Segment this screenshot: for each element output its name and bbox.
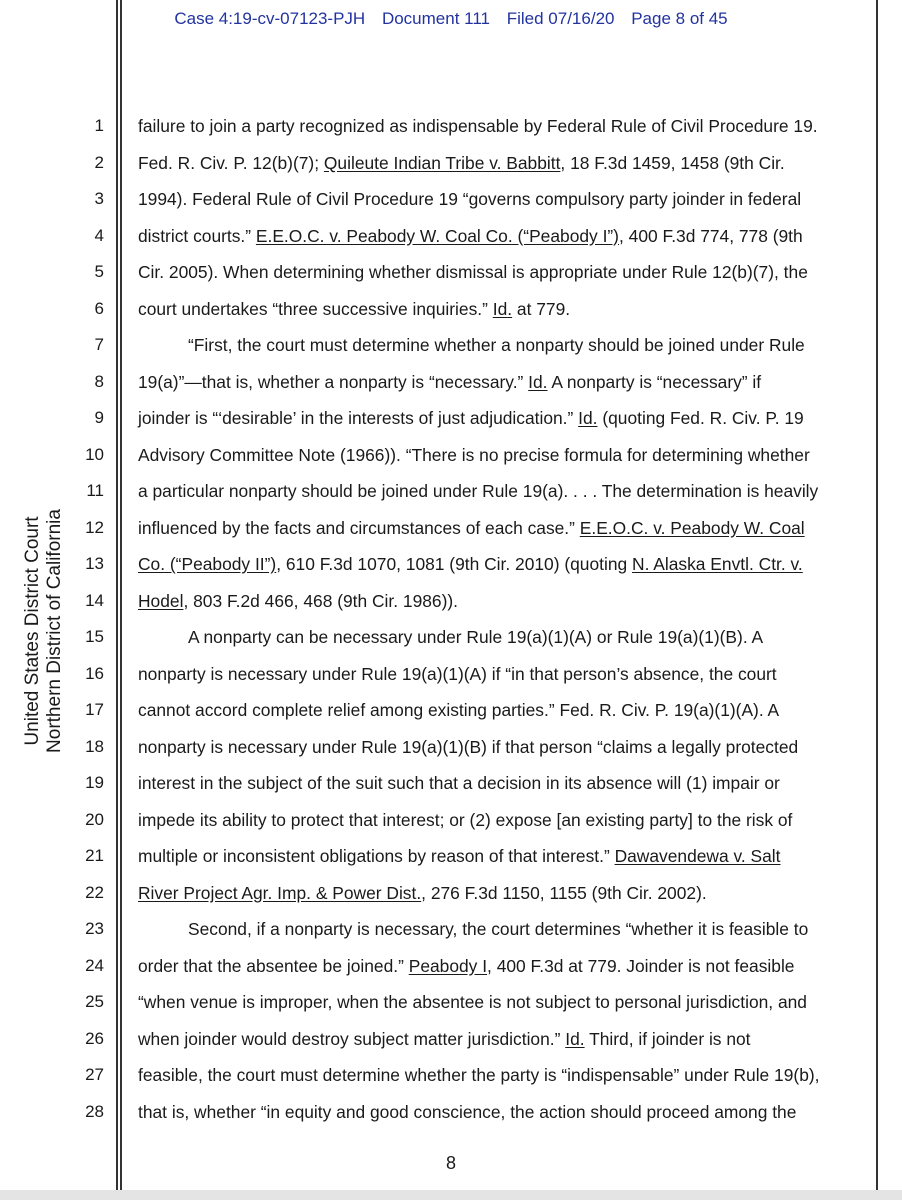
- citation: Dawavendewa v. Salt: [614, 846, 781, 866]
- text-line: [138, 481, 818, 501]
- line-number: 7: [94, 335, 104, 354]
- line-number: 3: [94, 189, 104, 208]
- text-segment: “First, the court must determine whether a nonparty should be joined under Rule: [188, 335, 805, 355]
- line-number: 15: [85, 627, 104, 646]
- text-line: [188, 335, 805, 355]
- line-number: 28: [85, 1101, 104, 1121]
- bottom-bar: [0, 1190, 902, 1200]
- text-segment: , 610 F.3d 1070, 1081 (9th Cir. 2010) (quoting: [276, 554, 633, 574]
- text-segment: , 18 F.3d 1459, 1458 (9th Cir.: [560, 152, 785, 173]
- line-number: 11: [86, 481, 104, 500]
- document-number: Document 111: [381, 9, 490, 28]
- text-segment: a particular nonparty should be joined under Rule 19(a). . . . The determination is heavily: [138, 481, 819, 501]
- text-segment: impede its ability to protect that interest; or (2) expose [an existing party] to the risk of: [138, 809, 793, 830]
- line-number: 4: [94, 225, 104, 245]
- text-line: [138, 1029, 751, 1049]
- line-number: 22: [85, 882, 104, 902]
- text-segment: (quoting Fed. R. Civ. P. 19: [597, 408, 804, 428]
- case-header: [0, 9, 902, 29]
- citation: Quileute Indian Tribe v. Babbitt: [323, 152, 561, 173]
- citation: E.E.O.C. v. Peabody W. Coal Co. (“Peabody I”): [255, 225, 619, 246]
- line-number: 5: [94, 262, 104, 281]
- text-segment: Third, if joinder is not: [584, 1028, 751, 1049]
- text-segment: A nonparty is “necessary” if: [547, 371, 762, 392]
- citation: Id.: [528, 371, 548, 392]
- margin-rule-right: [876, 0, 878, 1190]
- line-number: 20: [85, 809, 104, 829]
- text-line: [138, 408, 804, 428]
- line-number: 16: [85, 663, 104, 683]
- text-line: [138, 700, 779, 720]
- text-line: [138, 262, 808, 282]
- text-line: [138, 445, 810, 465]
- court-name: United States District Court: [22, 516, 43, 746]
- line-number: 2: [94, 152, 104, 172]
- text-segment: order that the absentee be joined.”: [138, 955, 409, 976]
- line-number: 6: [94, 298, 104, 318]
- text-segment: 19(a)”—that is, whether a nonparty is “necessary.”: [138, 371, 529, 392]
- text-segment: Fed. R. Civ. P. 12(b)(7);: [138, 152, 324, 173]
- line-number: 10: [85, 444, 104, 464]
- line-number: 19: [85, 773, 104, 792]
- line-number: 23: [85, 919, 104, 938]
- text-line: [138, 189, 801, 209]
- citation: Peabody I: [408, 955, 488, 976]
- text-segment: , 400 F.3d at 779. Joinder is not feasible: [487, 955, 795, 976]
- text-line: [138, 116, 818, 136]
- citation: Id.: [565, 1028, 585, 1049]
- page-indicator: Page 8 of 45: [631, 9, 728, 28]
- text-line: [138, 1102, 796, 1122]
- text-line: [188, 919, 808, 939]
- text-segment: when joinder would destroy subject matter jurisdiction.”: [138, 1028, 566, 1049]
- citation: Id.: [492, 298, 513, 319]
- text-segment: interest in the subject of the suit such that a decision in its absence will (1) impair or: [138, 773, 780, 793]
- text-line: [138, 591, 458, 611]
- margin-rule-left-inner: [120, 0, 122, 1190]
- text-line: [188, 627, 763, 647]
- line-number: 1: [94, 116, 104, 135]
- text-segment: multiple or inconsistent obligations by reason of that interest.”: [138, 846, 615, 866]
- text-line: [138, 226, 803, 246]
- text-segment: nonparty is necessary under Rule 19(a)(1)(B) if that person “claims a legally protected: [138, 736, 799, 757]
- line-number: 27: [85, 1065, 104, 1084]
- line-number: 21: [85, 846, 104, 865]
- text-segment: failure to join a party recognized as indispensable by Federal Rule of Civil Procedure 19.: [138, 116, 818, 136]
- line-number: 8: [94, 371, 104, 391]
- text-segment: Cir. 2005). When determining whether dismissal is appropriate under Rule 12(b)(7), the: [138, 262, 808, 282]
- text-segment: district courts.”: [138, 225, 256, 246]
- text-line: [138, 883, 707, 903]
- text-line: [138, 773, 780, 793]
- line-number: 25: [85, 992, 104, 1011]
- text-segment: , 400 F.3d 774, 778 (9th: [618, 225, 803, 246]
- text-segment: Advisory Committee Note (1966)). “There is no precise formula for determining whether: [138, 444, 810, 465]
- citation: N. Alaska Envtl. Ctr. v.: [632, 554, 803, 574]
- line-number: 12: [85, 517, 104, 537]
- margin-rule-left-outer: [116, 0, 118, 1190]
- text-line: [138, 518, 805, 538]
- text-line: [138, 153, 785, 173]
- citation: Co. (“Peabody II”): [138, 554, 277, 574]
- line-number: 13: [85, 554, 104, 573]
- citation: River Project Agr. Imp. & Power Dist.: [138, 882, 422, 903]
- court-district: Northern District of California: [44, 509, 65, 753]
- text-line: [138, 664, 777, 684]
- text-segment: , 276 F.3d 1150, 1155 (9th Cir. 2002).: [421, 882, 707, 903]
- citation: Id.: [578, 408, 598, 428]
- line-number: 17: [85, 700, 104, 719]
- text-segment: , 803 F.2d 466, 468 (9th Cir. 1986)).: [183, 590, 459, 611]
- text-segment: “when venue is improper, when the absentee is not subject to personal jurisdiction, and: [138, 992, 807, 1012]
- text-segment: court undertakes “three successive inquiries.”: [138, 298, 493, 319]
- citation: E.E.O.C. v. Peabody W. Coal: [579, 517, 805, 538]
- line-number: 18: [85, 736, 104, 756]
- line-number: 24: [85, 955, 104, 975]
- text-line: [138, 372, 761, 392]
- citation: Hodel: [138, 590, 184, 611]
- line-number: 9: [94, 408, 104, 427]
- text-line: [138, 554, 803, 574]
- text-line: [138, 956, 794, 976]
- case-number: Case 4:19-cv-07123-PJH: [174, 9, 366, 28]
- text-segment: 1994). Federal Rule of Civil Procedure 19 “governs compulsory party joinder in federal: [138, 189, 802, 209]
- text-line: [138, 1065, 820, 1085]
- text-line: [138, 992, 807, 1012]
- court-caption: [22, 509, 66, 753]
- line-number: 14: [85, 590, 104, 610]
- line-number: 26: [85, 1028, 104, 1048]
- text-segment: at 779.: [512, 298, 571, 319]
- text-segment: joinder is “‘desirable’ in the interests of just adjudication.”: [138, 408, 579, 428]
- text-line: [138, 737, 798, 757]
- text-segment: influenced by the facts and circumstances of each case.”: [138, 517, 580, 538]
- text-segment: that is, whether “in equity and good conscience, the action should proceed among the: [138, 1101, 797, 1122]
- text-segment: feasible, the court must determine whether the party is “indispensable” under Rule 19(b),: [138, 1065, 820, 1085]
- text-segment: nonparty is necessary under Rule 19(a)(1)(A) if “in that person’s absence, the court: [138, 663, 777, 684]
- text-line: [138, 299, 570, 319]
- text-line: [138, 810, 792, 830]
- page-number: 8: [445, 1153, 456, 1173]
- text-segment: Second, if a nonparty is necessary, the court determines “whether it is feasible to: [188, 919, 809, 939]
- text-segment: cannot accord complete relief among existing parties.” Fed. R. Civ. P. 19(a)(1)(A). A: [138, 700, 780, 720]
- text-segment: A nonparty can be necessary under Rule 19(a)(1)(A) or Rule 19(a)(1)(B). A: [188, 627, 764, 647]
- text-line: [138, 846, 781, 866]
- filed-date: Filed 07/16/20: [506, 9, 615, 28]
